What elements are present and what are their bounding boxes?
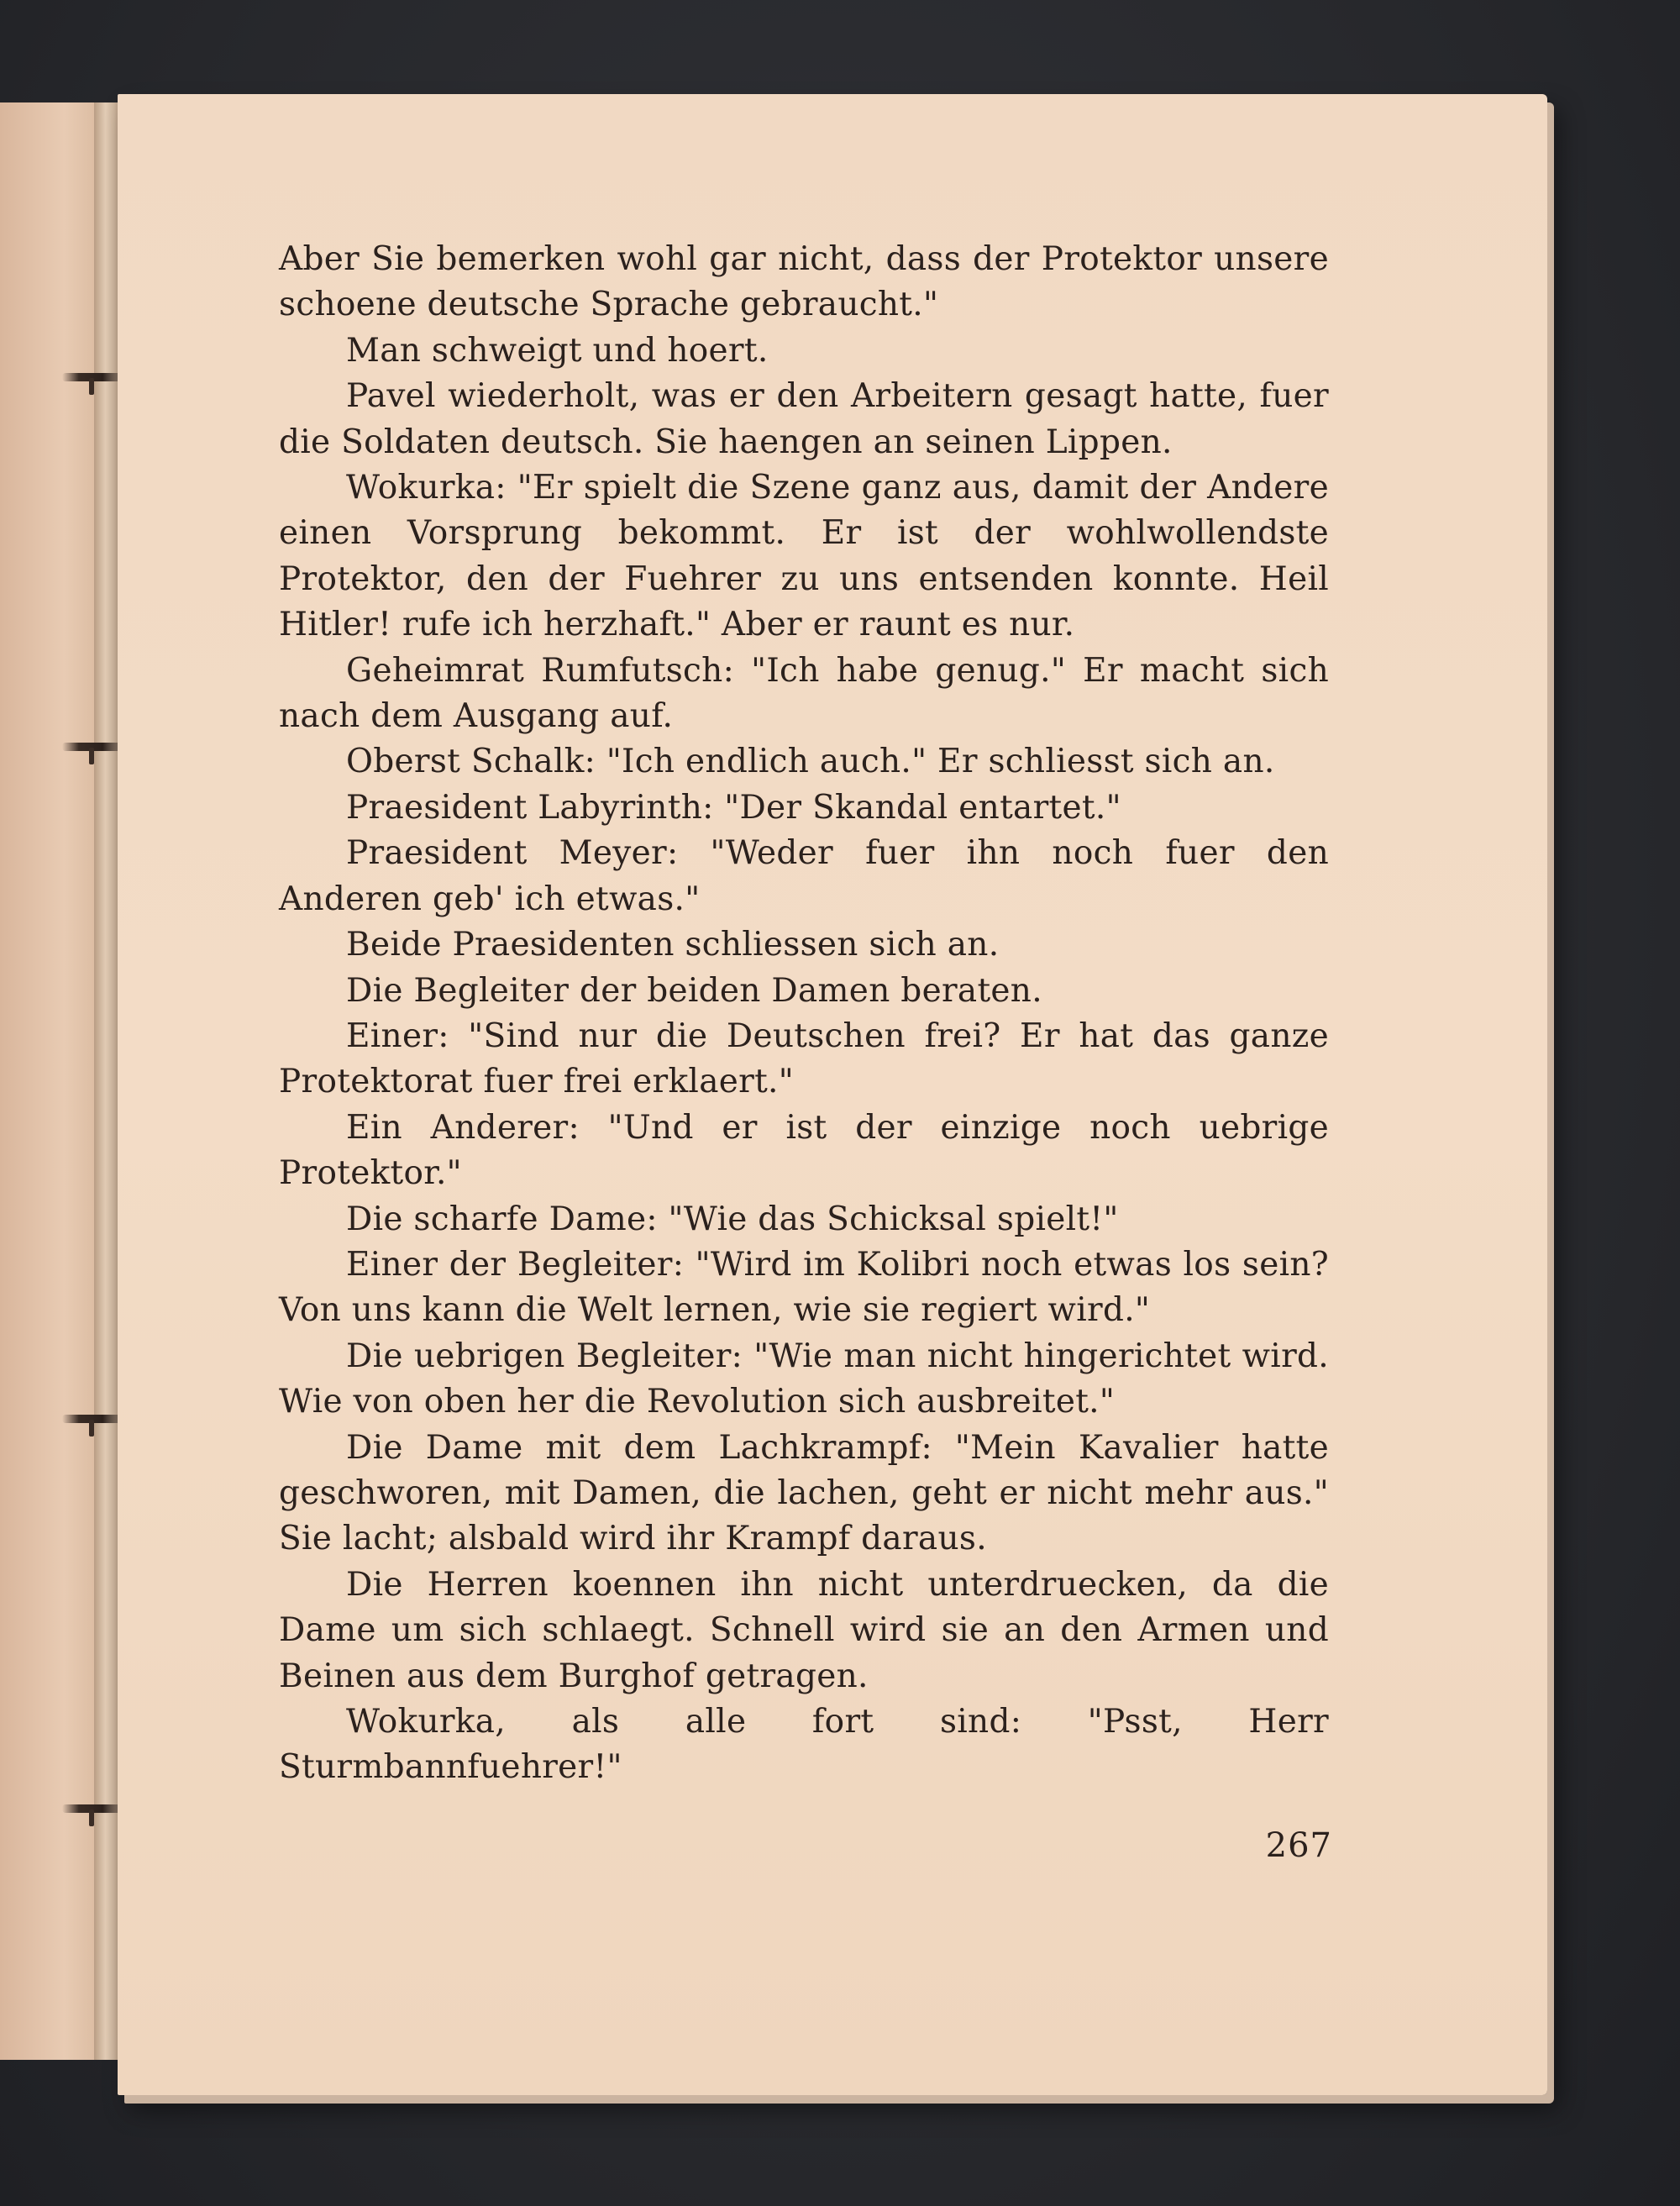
paragraph: Die Begleiter der beiden Damen beraten. (346, 971, 1042, 1010)
paragraph: Oberst Schalk: "Ich endlich auch." Er schliesst sich an. (346, 743, 1275, 781)
paragraph: Einer der Begleiter: "Wird im Kolibri noch etwas los sein? Von uns kann die Welt lernen, wie sie regiert wird." (279, 1245, 1329, 1330)
paragraph: Einer: "Sind nur die Deutschen frei? Er hat das ganze Protektorat fuer frei erklaert." (279, 1016, 1329, 1101)
paragraph: Die uebrigen Begleiter: "Wie man nicht hingerichtet wird. Wie von oben her die Revolution sich ausbreitet." (279, 1337, 1329, 1421)
paragraph: Praesident Meyer: "Weder fuer ihn noch fuer den Anderen geb' ich etwas." (279, 834, 1329, 918)
paragraph: Die scharfe Dame: "Wie das Schicksal spielt!" (346, 1200, 1119, 1238)
paragraph: Praesident Labyrinth: "Der Skandal entartet." (346, 788, 1121, 827)
paragraph: Man schweigt und hoert. (346, 331, 769, 370)
paragraph: Beide Praesidenten schliessen sich an. (346, 926, 1000, 964)
page-number: 267 (1265, 1826, 1332, 1865)
paragraph: Ein Anderer: "Und er ist der einzige noch uebrige Protektor." (279, 1108, 1329, 1193)
paragraph: Die Herren koennen ihn nicht unterdruecken, da die Dame um sich schlaegt. Schnell wird sie an den Armen und Beinen aus dem Burghof getragen. (279, 1565, 1329, 1695)
paragraph: Pavel wiederholt, was er den Arbeitern gesagt hatte, fuer die Soldaten deutsch. Sie haengen an seinen Lippen. (279, 377, 1329, 461)
previous-page-edge (0, 102, 108, 2060)
paragraph: Aber Sie bemerken wohl gar nicht, dass der Protektor unsere schoene deutsche Sprache gebraucht." (279, 240, 1329, 324)
paragraph: Wokurka, als alle fort sind: "Psst, Herr Sturmbannfuehrer!" (279, 1703, 1329, 1787)
paragraph: Wokurka: "Er spielt die Szene ganz aus, damit der Andere einen Vorsprung bekommt. Er ist der wohlwollendste Protektor, den der Fuehrer zu uns entsenden konnte. Heil Hitler! rufe ich herzhaft." Aber er raunt es nur. (279, 469, 1329, 644)
paragraph: Geheimrat Rumfutsch: "Ich habe genug." Er macht sich nach dem Ausgang auf. (279, 651, 1329, 736)
page-text (279, 237, 1329, 1791)
paragraph: Die Dame mit dem Lachkrampf: "Mein Kavalier hatte geschworen, mit Damen, die lachen, geht er nicht mehr aus." Sie lacht; alsbald wird ihr Krampf daraus. (279, 1428, 1329, 1558)
